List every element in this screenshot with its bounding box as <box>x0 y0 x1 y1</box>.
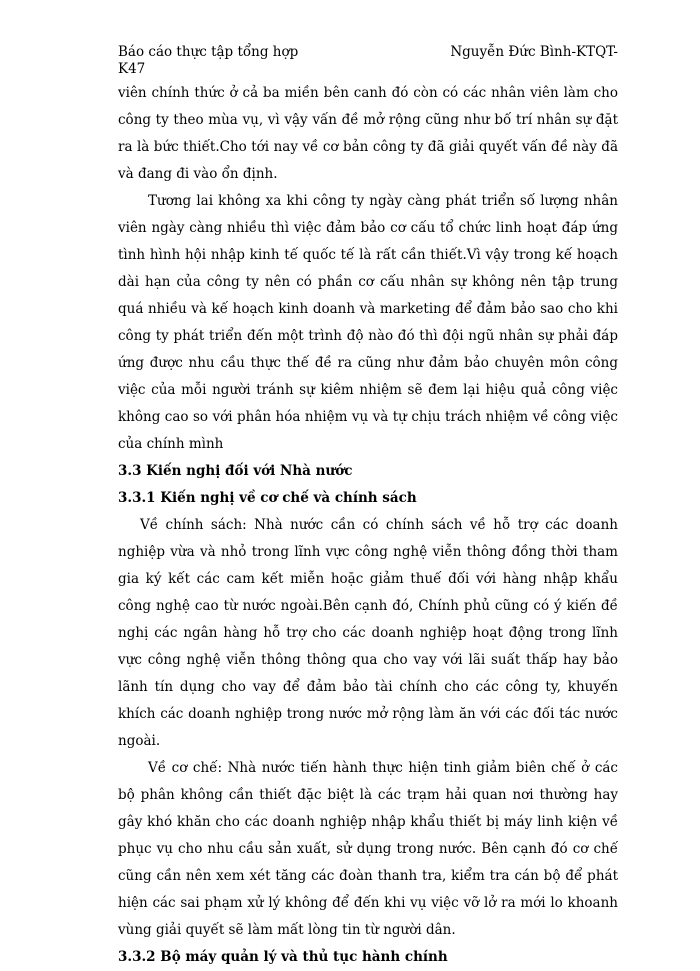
header-left: Báo cáo thực tập tổng hợp <box>118 44 299 60</box>
paragraph-2: Tương lai không xa khi công ty ngày càng phát triển số lượng nhân viên ngày càng nhiều thì việc đảm bảo cơ cấu tổ chức linh hoạt đáp ứng tình hình hội nhập kinh tế quốc tế là rất cần thiết.Vì vậy trong kế hoạch dài hạn của công ty nên có phần cơ cấu nhân sự không nên tập trung quá nhiều và kế hoạch kinh doanh và marketing để đảm bảo sao cho khi công ty phát triển đến một trình độ nào đó thì đội ngũ nhân sự phải đáp ứng được nhu cầu thực thế đề ra cũng như đảm bảo chuyên môn công việc của mỗi người tránh sự kiêm nhiệm sẽ đem lại hiệu quả công việc không cao so với phân hóa nhiệm vụ và tự chịu trách nhiệm về công việc của chính mình <box>118 193 618 452</box>
header-right: Nguyễn Đức Bình-KTQT- <box>450 44 618 60</box>
header-row <box>118 44 618 61</box>
document-body <box>118 80 618 971</box>
paragraph-4: Về cơ chế: Nhà nước tiến hành thực hiện tinh giảm biên chế ở các bộ phân không cần thiết đặc biệt là các trạm hải quan nơi thường hay gây khó khăn cho các doanh nghiệp nhập khẩu thiết bị máy linh kiện về phục vụ cho nhu cầu sản xuất, sử dụng trong nước. Bên cạnh đó cơ chế cũng cần nên xem xét tăng các đoàn thanh tra, kiểm tra cán bộ để phát hiện các sai phạm xử lý không để đến khi vụ việc vỡ lở ra mới lo khoanh vùng giải quyết sẽ làm mất lòng tin từ người dân. <box>118 760 618 938</box>
section-heading-3-3: 3.3 Kiến nghị đối với Nhà nước <box>118 463 353 479</box>
paragraph-3: Về chính sách: Nhà nước cần có chính sách về hỗ trợ các doanh nghiệp vừa và nhỏ trong lĩnh vực công nghệ viễn thông đồng thời tham gia ký kết các cam kết miễn hoặc giảm thuế đối với hàng nhập khẩu công nghệ cao từ nước ngoài.Bên cạnh đó, Chính phủ cũng có ý kiến đề nghị các ngân hàng hỗ trợ cho các doanh nghiệp hoạt động trong lĩnh vực công nghệ viễn thông thông qua cho vay với lãi suất thấp hay bảo lãnh tín dụng cho vay để đảm bảo tài chính cho các công ty, khuyến khích các doanh nghiệp trong nước mở rộng làm ăn với các đối tác nước ngoài. <box>118 517 618 749</box>
header-right-continuation: K47 <box>118 61 146 77</box>
section-heading-3-3-2: 3.3.2 Bộ máy quản lý và thủ tục hành chính <box>118 949 448 965</box>
paragraph-1: viên chính thức ở cả ba miền bên canh đó còn có các nhân viên làm cho công ty theo mùa vụ, vì vậy vấn đề mở rộng cũng như bố trí nhân sự đặt ra là bức thiết.Cho tới nay về cơ bản công ty đã giải quyết vấn đề này đã và đang đi vào ổn định. <box>118 85 618 182</box>
page-header <box>118 44 618 78</box>
section-heading-3-3-1: 3.3.1 Kiến nghị về cơ chế và chính sách <box>118 490 417 506</box>
